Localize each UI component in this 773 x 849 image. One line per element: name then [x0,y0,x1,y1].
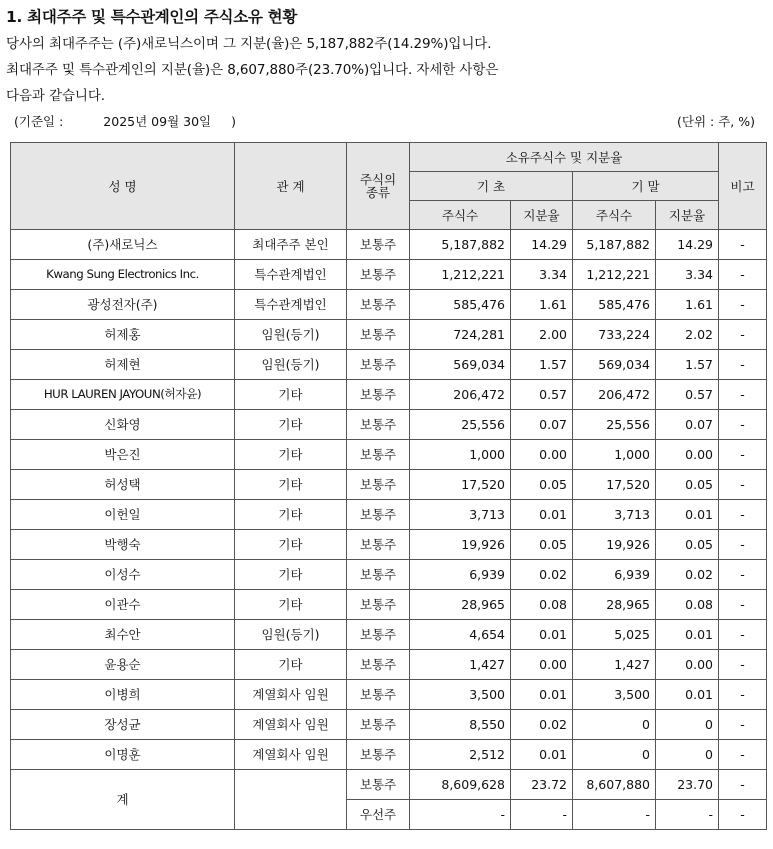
cell-relation: 임원(등기) [235,350,347,380]
table-row [11,650,767,680]
header-relation: 관 계 [235,143,347,230]
cell-end-ratio: 0.01 [656,500,719,530]
table-row [11,350,767,380]
cell-end-shares: 28,965 [573,590,656,620]
cell-begin-ratio: 0.05 [511,530,573,560]
cell-end-ratio: 1.57 [656,350,719,380]
cell-begin-ratio: 3.34 [511,260,573,290]
cell-end-ratio: 2.02 [656,320,719,350]
cell-end-shares: 569,034 [573,350,656,380]
table-row [11,290,767,320]
total-begin-shares: 8,609,628 [410,770,511,800]
cell-note: - [719,590,767,620]
cell-end-shares: 19,926 [573,530,656,560]
table-row [11,470,767,500]
table-body [11,230,767,770]
header-name: 성 명 [11,143,235,230]
cell-note: - [719,740,767,770]
cell-end-shares: 25,556 [573,410,656,440]
cell-end-shares: 585,476 [573,290,656,320]
cell-name: 허제홍 [11,320,235,350]
cell-begin-shares: 724,281 [410,320,511,350]
cell-begin-ratio: 0.00 [511,440,573,470]
cell-end-shares: 17,520 [573,470,656,500]
cell-name: 최수안 [11,620,235,650]
cell-name: HUR LAUREN JAYOUN(허자윤) [11,380,235,410]
table-total [11,770,767,830]
table-row [11,590,767,620]
cell-name: 광성전자(주) [11,290,235,320]
cell-relation: 기타 [235,440,347,470]
cell-end-shares: 5,025 [573,620,656,650]
cell-stock-type: 보통주 [347,740,410,770]
cell-begin-shares: 28,965 [410,590,511,620]
table-row [11,740,767,770]
table-header [11,143,767,230]
cell-note: - [719,470,767,500]
cell-begin-ratio: 0.08 [511,590,573,620]
total-begin-shares: - [410,800,511,830]
cell-stock-type: 보통주 [347,350,410,380]
table-row [11,320,767,350]
header-stock-type [347,143,410,230]
cell-name: 윤용순 [11,650,235,680]
cell-note: - [719,320,767,350]
cell-end-ratio: 0.00 [656,440,719,470]
cell-begin-shares: 1,212,221 [410,260,511,290]
cell-begin-shares: 4,654 [410,620,511,650]
header-begin-ratio: 지분율 [511,201,573,230]
cell-begin-shares: 3,500 [410,680,511,710]
cell-begin-shares: 3,713 [410,500,511,530]
cell-relation: 특수관계법인 [235,260,347,290]
total-end-ratio: - [656,800,719,830]
cell-stock-type: 보통주 [347,470,410,500]
cell-stock-type: 보통주 [347,560,410,590]
cell-begin-shares: 206,472 [410,380,511,410]
total-note: - [719,770,767,800]
header-stock-type-line1: 주식의 [359,172,397,187]
total-row-common [11,770,767,800]
cell-begin-shares: 19,926 [410,530,511,560]
cell-stock-type: 보통주 [347,650,410,680]
table-row [11,530,767,560]
cell-relation: 기타 [235,530,347,560]
cell-end-shares: 733,224 [573,320,656,350]
cell-end-ratio: 0.00 [656,650,719,680]
table-row [11,560,767,590]
cell-end-ratio: 0.07 [656,410,719,440]
cell-note: - [719,290,767,320]
cell-end-shares: 5,187,882 [573,230,656,260]
cell-stock-type: 보통주 [347,590,410,620]
cell-begin-ratio: 0.00 [511,650,573,680]
cell-stock-type: 보통주 [347,530,410,560]
base-date-label: (기준일 : [14,114,64,129]
table-row [11,680,767,710]
cell-name: 이관수 [11,590,235,620]
cell-note: - [719,620,767,650]
header-end: 기 말 [573,172,719,201]
cell-end-shares: 0 [573,710,656,740]
cell-relation: 기타 [235,380,347,410]
cell-stock-type: 보통주 [347,260,410,290]
cell-begin-ratio: 0.01 [511,620,573,650]
cell-end-ratio: 0.08 [656,590,719,620]
header-holdings-group: 소유주식수 및 지분율 [410,143,719,172]
cell-end-shares: 0 [573,740,656,770]
cell-relation: 기타 [235,650,347,680]
cell-stock-type: 보통주 [347,230,410,260]
cell-name: 이병희 [11,680,235,710]
cell-end-shares: 1,000 [573,440,656,470]
cell-stock-type: 보통주 [347,410,410,440]
total-begin-ratio: 23.72 [511,770,573,800]
table-row [11,230,767,260]
table-row [11,710,767,740]
cell-begin-ratio: 0.02 [511,560,573,590]
cell-relation: 기타 [235,560,347,590]
cell-note: - [719,350,767,380]
cell-name: 박행숙 [11,530,235,560]
cell-begin-ratio: 2.00 [511,320,573,350]
cell-begin-ratio: 1.57 [511,350,573,380]
total-label: 계 [11,770,235,830]
base-date-close: ) [231,114,236,129]
cell-name: 허제현 [11,350,235,380]
unit-note: (단위 : 주, %) [677,114,755,129]
cell-relation: 임원(등기) [235,320,347,350]
total-note: - [719,800,767,830]
table-row [11,440,767,470]
header-end-shares: 주식수 [573,201,656,230]
table-row [11,410,767,440]
cell-begin-shares: 569,034 [410,350,511,380]
cell-note: - [719,440,767,470]
total-end-ratio: 23.70 [656,770,719,800]
header-end-ratio: 지분율 [656,201,719,230]
cell-note: - [719,230,767,260]
cell-stock-type: 보통주 [347,380,410,410]
cell-note: - [719,500,767,530]
cell-begin-ratio: 0.57 [511,380,573,410]
header-note: 비고 [719,143,767,230]
cell-end-shares: 3,713 [573,500,656,530]
section-title: 1. 최대주주 및 특수관계인의 주식소유 현황 [6,8,297,26]
cell-end-ratio: 0.02 [656,560,719,590]
cell-end-shares: 1,427 [573,650,656,680]
cell-end-shares: 206,472 [573,380,656,410]
cell-begin-shares: 1,427 [410,650,511,680]
cell-note: - [719,680,767,710]
header-begin-shares: 주식수 [410,201,511,230]
cell-begin-ratio: 14.29 [511,230,573,260]
cell-end-ratio: 0 [656,710,719,740]
table-row [11,620,767,650]
cell-name: (주)새로닉스 [11,230,235,260]
cell-begin-shares: 5,187,882 [410,230,511,260]
table-row [11,260,767,290]
cell-relation: 계열회사 임원 [235,740,347,770]
cell-name: 이명훈 [11,740,235,770]
cell-begin-shares: 6,939 [410,560,511,590]
cell-end-ratio: 0.05 [656,470,719,500]
cell-name: 이성수 [11,560,235,590]
table-row [11,380,767,410]
cell-begin-ratio: 0.01 [511,740,573,770]
cell-end-ratio: 0.57 [656,380,719,410]
cell-relation: 계열회사 임원 [235,680,347,710]
total-end-shares: - [573,800,656,830]
cell-stock-type: 보통주 [347,710,410,740]
cell-stock-type: 보통주 [347,620,410,650]
cell-name: 박은진 [11,440,235,470]
cell-end-ratio: 14.29 [656,230,719,260]
cell-end-ratio: 0.05 [656,530,719,560]
total-relation-empty-2 [235,800,347,830]
cell-stock-type: 보통주 [347,440,410,470]
cell-begin-ratio: 0.05 [511,470,573,500]
total-type: 우선주 [347,800,410,830]
cell-note: - [719,650,767,680]
cell-end-ratio: 0 [656,740,719,770]
cell-name: 신화영 [11,410,235,440]
cell-stock-type: 보통주 [347,500,410,530]
cell-relation: 최대주주 본인 [235,230,347,260]
cell-end-ratio: 3.34 [656,260,719,290]
total-begin-ratio: - [511,800,573,830]
description-line-2: 최대주주 및 특수관계인의 지분(율)은 8,607,880주(23.70%)입니다. 자세한 사항은 [6,62,499,78]
cell-end-shares: 3,500 [573,680,656,710]
table-row [11,500,767,530]
cell-end-ratio: 1.61 [656,290,719,320]
cell-note: - [719,560,767,590]
cell-begin-shares: 8,550 [410,710,511,740]
cell-end-ratio: 0.01 [656,620,719,650]
cell-end-ratio: 0.01 [656,680,719,710]
cell-begin-shares: 2,512 [410,740,511,770]
cell-begin-shares: 25,556 [410,410,511,440]
header-begin: 기 초 [410,172,573,201]
cell-relation: 임원(등기) [235,620,347,650]
cell-relation: 기타 [235,410,347,440]
cell-note: - [719,410,767,440]
description-line-1: 당사의 최대주주는 (주)새로닉스이며 그 지분(율)은 5,187,882주(14.29%)입니다. [6,36,492,52]
cell-name: 장성균 [11,710,235,740]
cell-name: 이헌일 [11,500,235,530]
cell-stock-type: 보통주 [347,320,410,350]
cell-relation: 기타 [235,590,347,620]
cell-begin-ratio: 0.01 [511,680,573,710]
cell-begin-shares: 1,000 [410,440,511,470]
cell-begin-shares: 585,476 [410,290,511,320]
total-end-shares: 8,607,880 [573,770,656,800]
cell-note: - [719,530,767,560]
cell-stock-type: 보통주 [347,290,410,320]
cell-relation: 특수관계법인 [235,290,347,320]
cell-end-shares: 1,212,221 [573,260,656,290]
cell-relation: 계열회사 임원 [235,710,347,740]
cell-relation: 기타 [235,500,347,530]
cell-name: 허성택 [11,470,235,500]
cell-begin-ratio: 0.07 [511,410,573,440]
total-relation-empty [235,770,347,800]
cell-begin-ratio: 0.02 [511,710,573,740]
base-date-value: 2025년 09월 30일 [103,114,212,129]
cell-begin-ratio: 1.61 [511,290,573,320]
cell-note: - [719,380,767,410]
total-type: 보통주 [347,770,410,800]
cell-stock-type: 보통주 [347,680,410,710]
cell-begin-shares: 17,520 [410,470,511,500]
header-stock-type-line2: 종류 [365,185,391,200]
base-date-note [14,112,236,130]
cell-name: Kwang Sung Electronics Inc. [11,260,235,290]
cell-end-shares: 6,939 [573,560,656,590]
description-line-3: 다음과 같습니다. [6,88,105,104]
cell-note: - [719,260,767,290]
shareholding-table [10,142,767,830]
cell-begin-ratio: 0.01 [511,500,573,530]
cell-note: - [719,710,767,740]
cell-relation: 기타 [235,470,347,500]
